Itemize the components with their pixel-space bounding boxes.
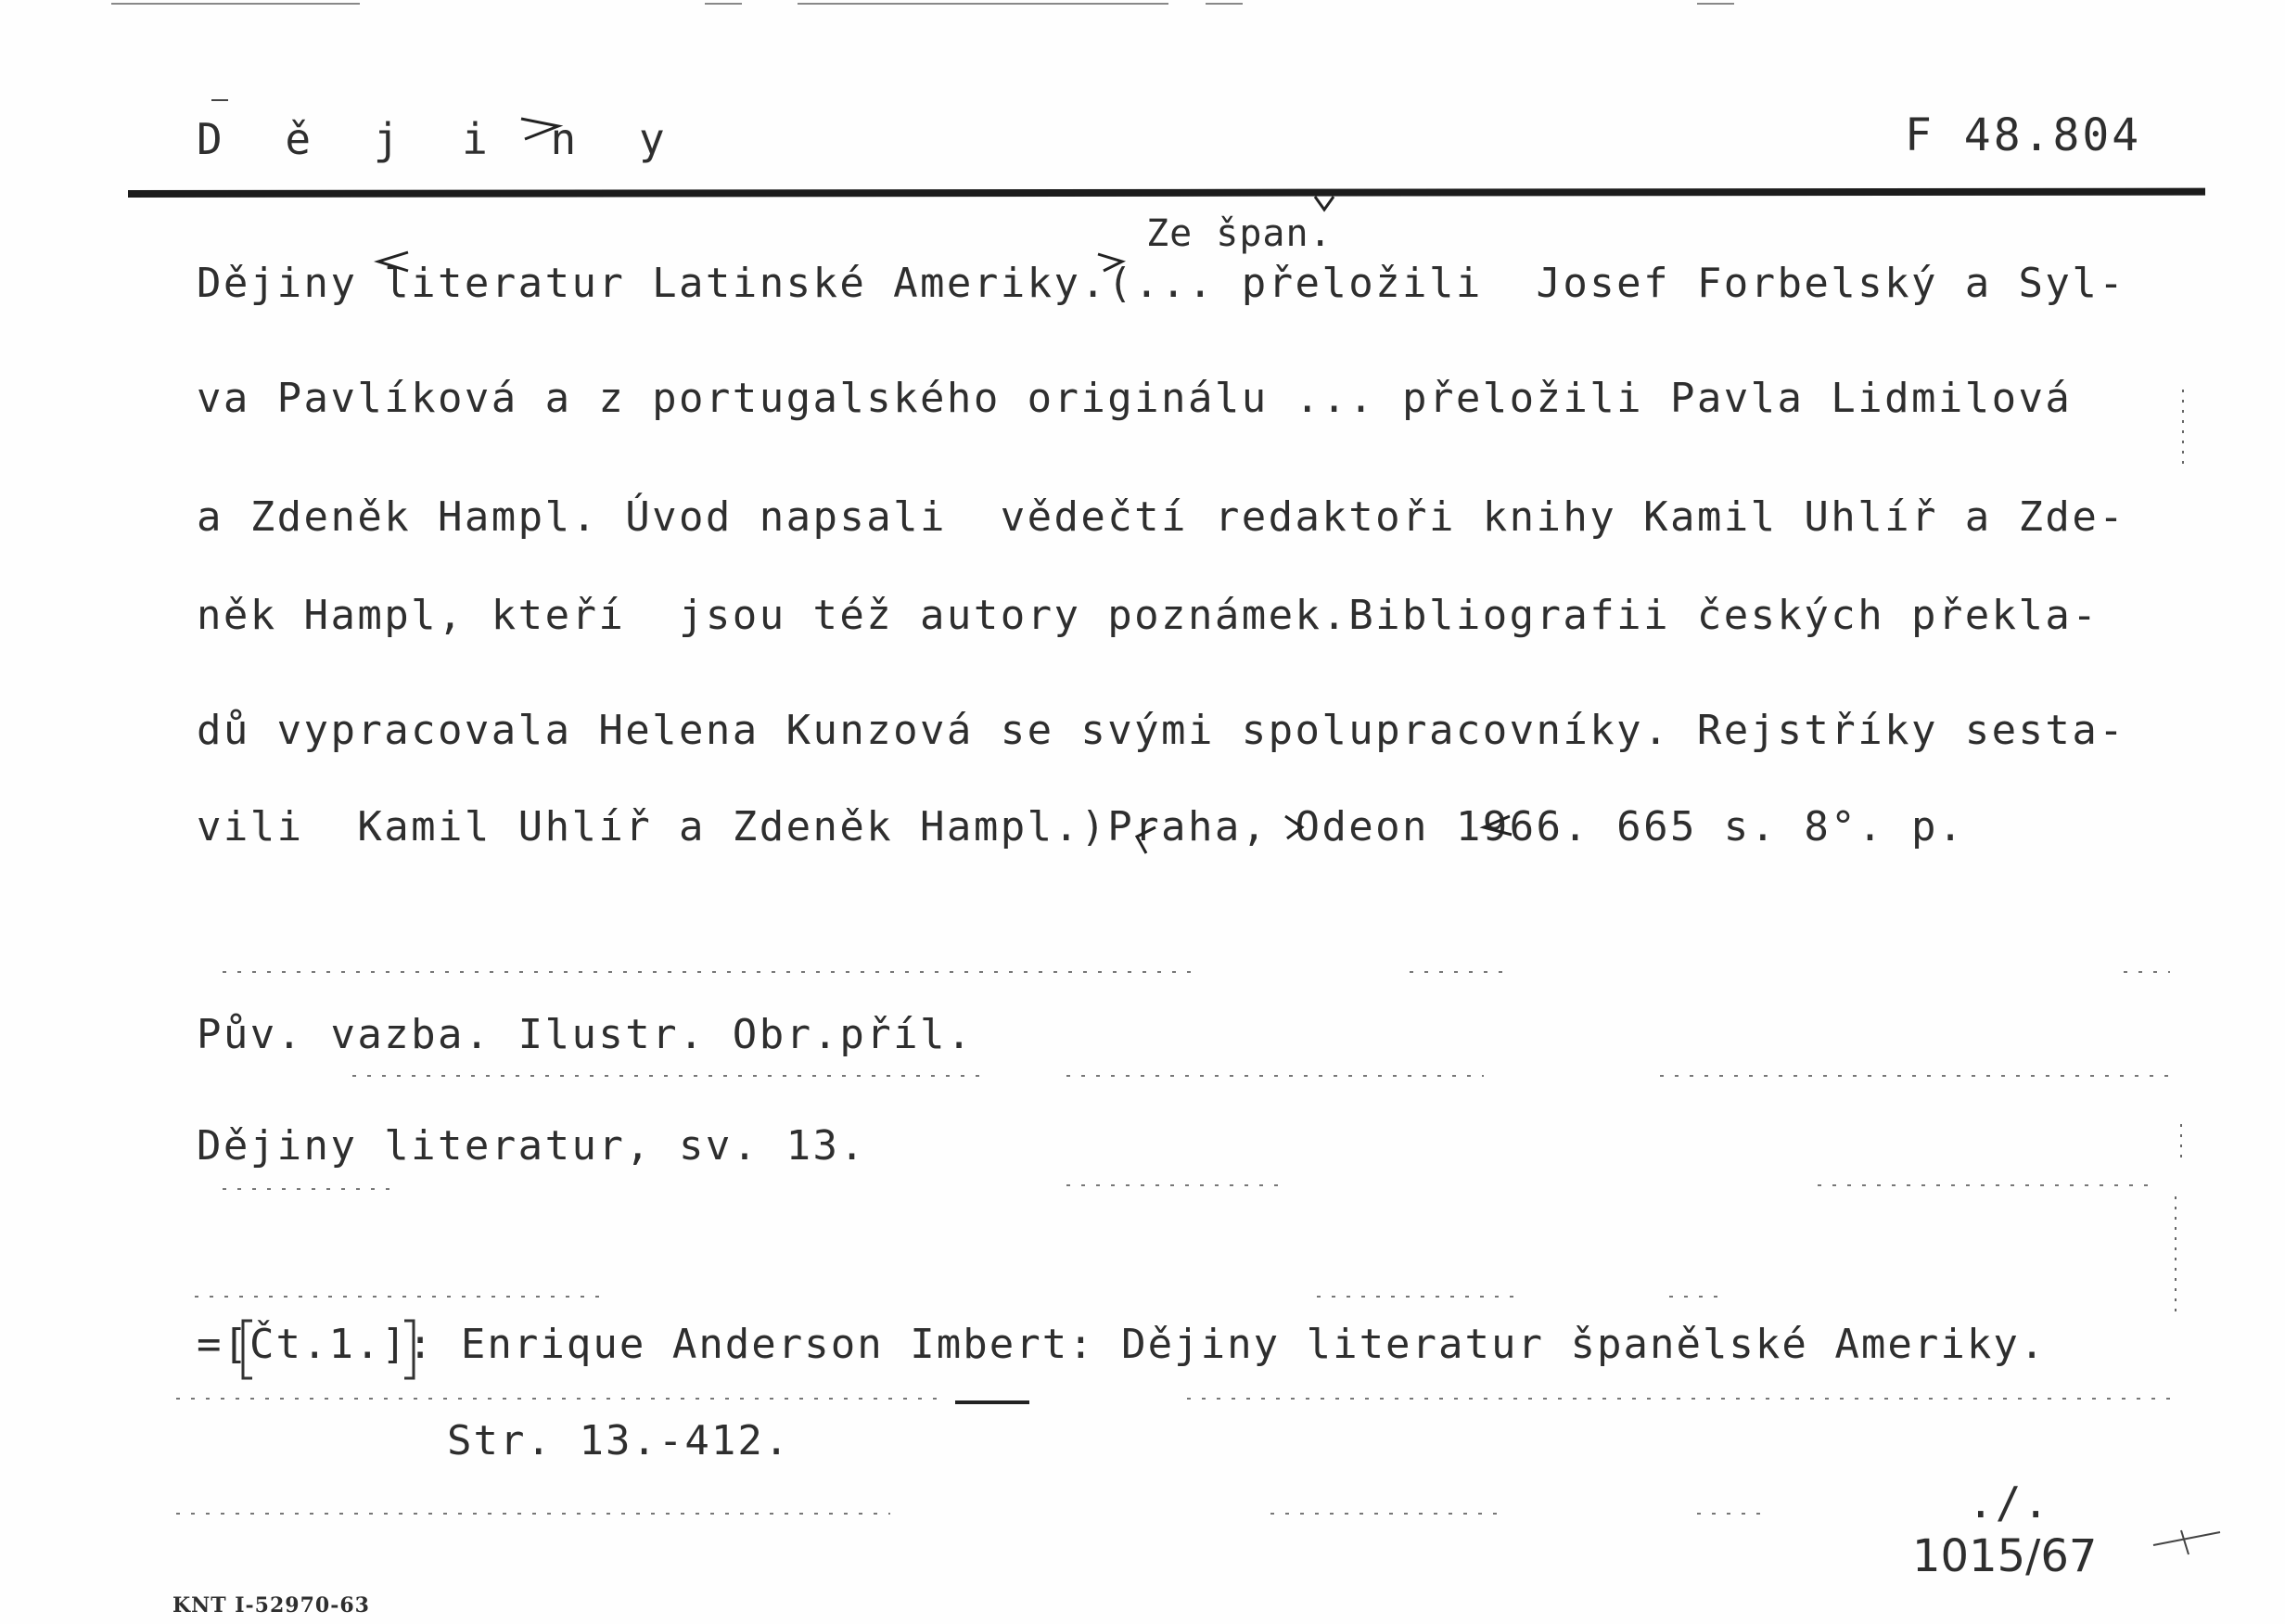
body-line-4: něk Hampl, kteří jsou též autory poznámek.Bibliografii českých překla-: [197, 592, 2100, 639]
heading-rule: [128, 188, 2205, 198]
shelf-signature-text: F 48.804: [1905, 109, 2142, 161]
card-heading: D ě j i n y: [197, 114, 683, 164]
form-code: KNT I-52970-63: [172, 1593, 370, 1618]
accession-stroke: [2153, 1532, 2220, 1545]
body-line-6: vili Kamil Uhlíř a Zdeněk Hampl.)Praha, Odeon 1966. 665 s. 8°. p.: [197, 803, 1965, 850]
physical-description: Pův. vazba. Ilustr. Obr.příl.: [197, 1011, 974, 1058]
body-line-3: a Zdeněk Hampl. Úvod napsali vědečtí redaktoři knihy Kamil Uhlíř a Zde-: [197, 493, 2126, 541]
continuation-mark: ./.: [1968, 1477, 2051, 1528]
body-line-2: va Pavlíková a z portugalského originálu ... přeložili Pavla Lidmilová: [197, 375, 2073, 422]
shelf-signature: [1905, 111, 2141, 160]
pages-note: Str. 13.-412.: [447, 1417, 791, 1464]
contents-note: =[Čt.1.]: Enrique Anderson Imbert: Dějiny literatur španělské Ameriky.: [197, 1321, 2047, 1368]
series-statement: Dějiny literatur, sv. 13.: [197, 1122, 867, 1170]
handwritten-annotation: Ze špan.: [1146, 212, 1333, 255]
body-line-5: dů vypracovala Helena Kunzová se svými spolupracovníky. Rejstříky sesta-: [197, 707, 2126, 754]
accession-number: 1015/67: [1912, 1530, 2098, 1582]
body-line-1: Dějiny literatur Latinské Ameriky.(... přeložili Josef Forbelský a Syl-: [197, 260, 2126, 307]
right-margin-dots: [2176, 390, 2183, 1317]
accession-tick: [2181, 1530, 2189, 1554]
caret-mark-icon: [1315, 197, 1334, 210]
